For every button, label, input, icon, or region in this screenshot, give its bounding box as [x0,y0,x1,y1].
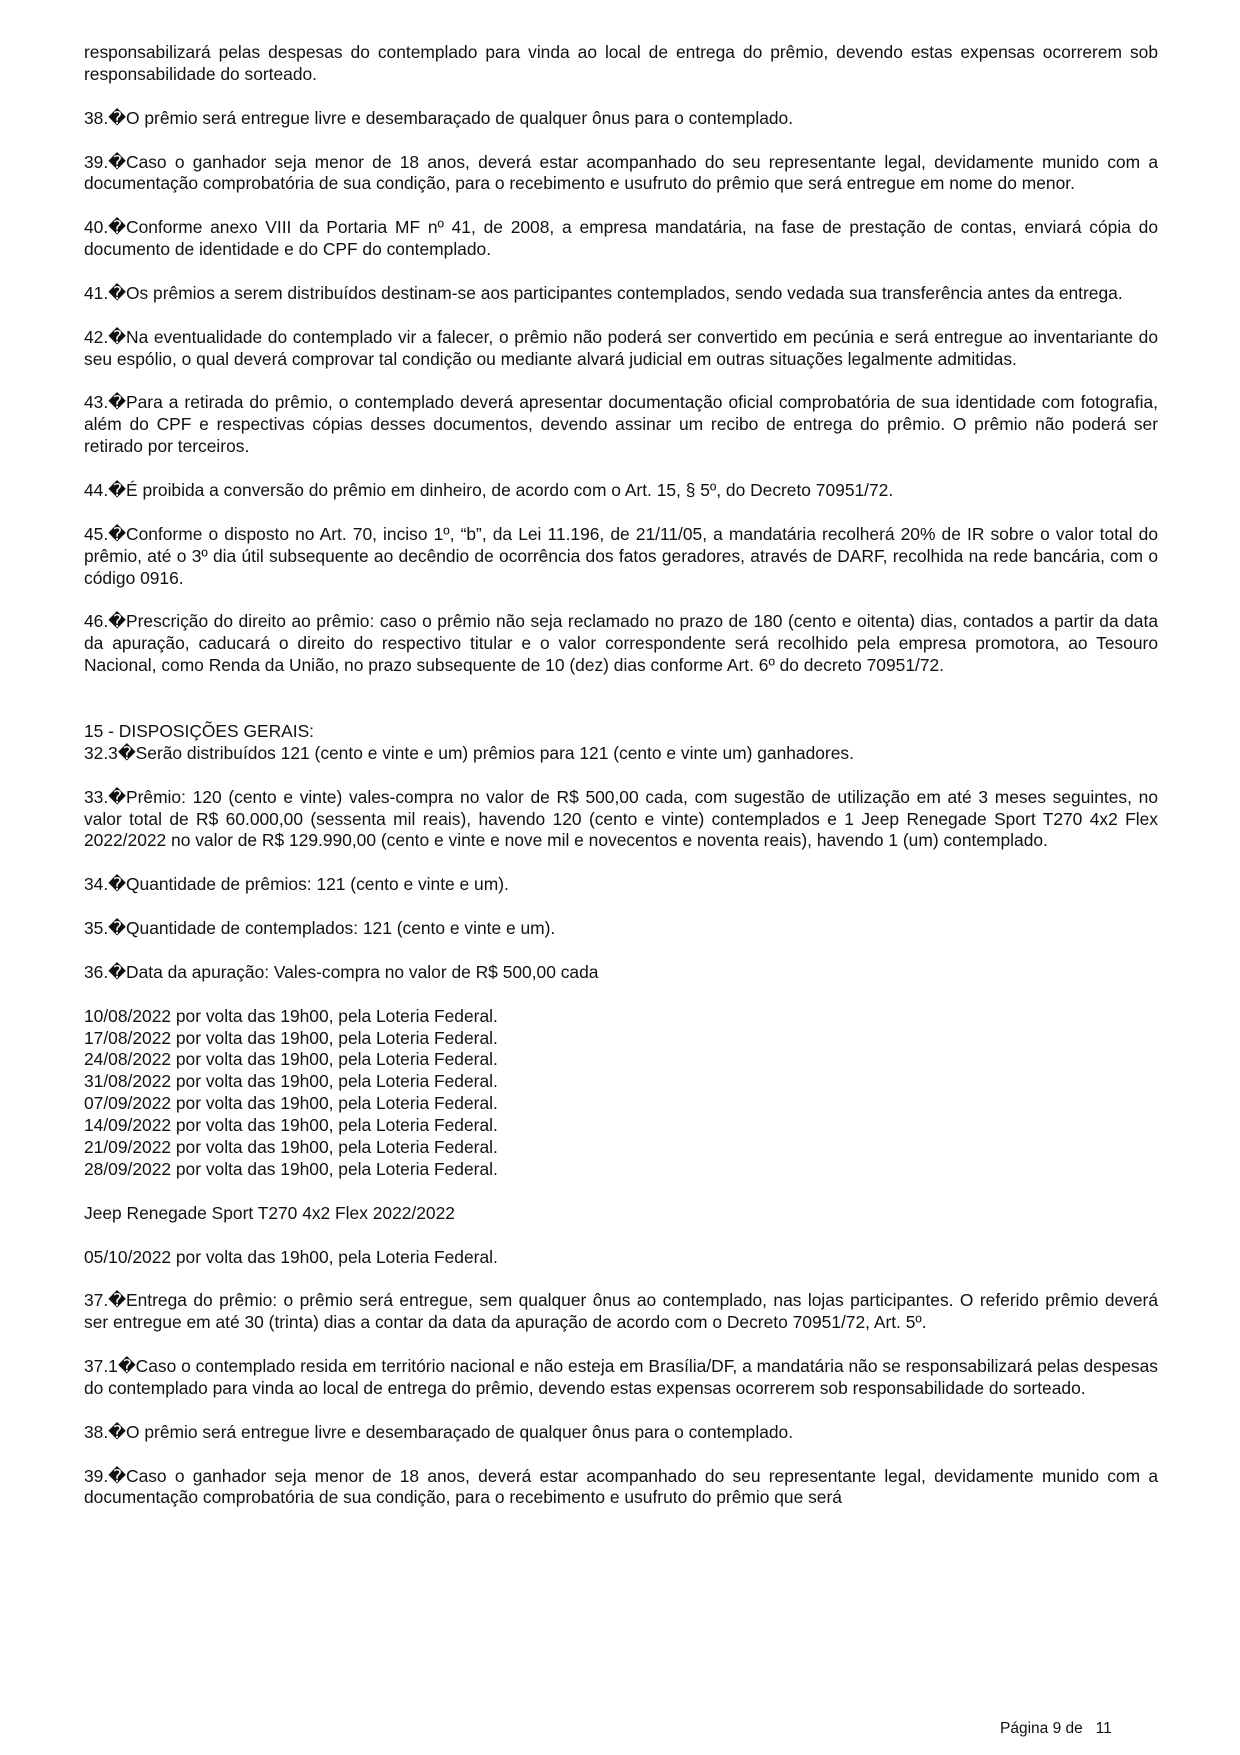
paragraph-34: 34.�Quantidade de prêmios: 121 (cento e vinte e um). [84,874,509,895]
paragraph-38: 38.�O prêmio será entregue livre e desembaraçado de qualquer ônus para o contemplado. [84,107,794,128]
paragraph-37: 37.�Entrega do prêmio: o prêmio será entregue, sem qualquer ônus ao contemplado, nas lojas participantes. O referido prêmio deverá ser entregue em até 30 (trinta) dias a contar da data da apuração de acordo com o Decreto 70951/72, Art. 5º. [84,1290,1158,1333]
paragraph-38-repeat: 38.�O prêmio será entregue livre e desembaraçado de qualquer ônus para o contemplado. [84,1421,794,1442]
paragraph-continuation: responsabilizará pelas despesas do contemplado para vinda ao local de entrega do prêmio, devendo estas expensas ocorrerem sob responsabilidade do sorteado. [84,42,1158,84]
paragraph-42: 42.�Na eventualidade do contemplado vir a falecer, o prêmio não poderá ser convertido em pecúnia e será entregue ao inventariante do seu espólio, o qual deverá comprovar tal condição ou mediante alvará judicial em outras situações legalmente admitidas. [84,326,1158,369]
paragraph-36: 36.�Data da apuração: Vales-compra no valor de R$ 500,00 cada [84,961,599,982]
spacer [84,699,1158,721]
draw-date-item: 07/09/2022 por volta das 19h00, pela Loteria Federal. [84,1093,498,1114]
jeep-draw-date: 05/10/2022 por volta das 19h00, pela Loteria Federal. [84,1246,498,1267]
paragraph-45: 45.�Conforme o disposto no Art. 70, inciso 1º, “b”, da Lei 11.196, de 21/11/05, a mandatária recolherá 20% de IR sobre o valor total do prêmio, até o 3º dia útil subsequente ao decêndio de ocorrência dos fatos geradores, através de DARF, recolhida na rede bancária, com o código 0916. [84,523,1158,588]
draw-date-item: 21/09/2022 por volta das 19h00, pela Loteria Federal. [84,1137,498,1158]
paragraph-39-repeat: 39.�Caso o ganhador seja menor de 18 anos, deverá estar acompanhado do seu representante legal, devidamente munido com a documentação comprobatória de sua condição, para o recebimento e usufruto do prêmio que será [84,1465,1158,1508]
draw-date-item: 17/08/2022 por volta das 19h00, pela Loteria Federal. [84,1027,498,1048]
paragraph-37-1: 37.1�Caso o contemplado resida em território nacional e não esteja em Brasília/DF, a mandatária não se responsabilizará pelas despesas do contemplado para vinda ao local de entrega do prêmio, devendo estas expensas ocorrerem sob responsabilidade do sorteado. [84,1356,1158,1398]
draw-date-item: 28/09/2022 por volta das 19h00, pela Loteria Federal. [84,1158,498,1179]
paragraph-41: 41.�Os prêmios a serem distribuídos destinam-se aos participantes contemplados, sendo vedada sua transferência antes da entrega. [84,282,1123,303]
draw-date-item: 14/09/2022 por volta das 19h00, pela Loteria Federal. [84,1115,498,1136]
draw-date-item: 24/08/2022 por volta das 19h00, pela Loteria Federal. [84,1049,498,1070]
paragraph-33: 33.�Prêmio: 120 (cento e vinte) vales-compra no valor de R$ 500,00 cada, com sugestão de utilização em até 3 meses seguintes, no valor total de R$ 60.000,00 (sessenta mil reais), havendo 120 (cento e vinte) contemplados e 1 Jeep Renegade Sport T270 4x2 Flex 2022/2022 no valor de R$ 129.990,00 (cento e vinte e nove mil e novecentos e noventa reais), havendo 1 (um) contemplado. [84,786,1158,851]
paragraph-32-3: 32.3�Serão distribuídos 121 (cento e vinte e um) prêmios para 121 (cento e vinte um) ganhadores. [84,742,854,763]
paragraph-44: 44.�É proibida a conversão do prêmio em dinheiro, de acordo com o Art. 15, § 5º, do Decreto 70951/72. [84,480,894,501]
section-heading: 15 - DISPOSIÇÕES GERAIS: [84,720,315,741]
paragraph-39: 39.�Caso o ganhador seja menor de 18 anos, deverá estar acompanhado do seu representante legal, devidamente munido com a documentação comprobatória de sua condição, para o recebimento e usufruto do prêmio que será entregue em nome do menor. [84,151,1158,194]
paragraph-40: 40.�Conforme anexo VIII da Portaria MF nº 41, de 2008, a empresa mandatária, na fase de prestação de contas, enviará cópia do documento de identidade e do CPF do contemplado. [84,217,1158,260]
paragraph-46: 46.�Prescrição do direito ao prêmio: caso o prêmio não seja reclamado no prazo de 180 (cento e oitenta) dias, contados a partir da data da apuração, caducará o direito do respectivo titular e o valor correspondente será recolhido pela empresa promotora, ao Tesouro Nacional, como Renda da União, no prazo subsequente de 10 (dez) dias conforme Art. 6º do decreto 70951/72. [84,611,1158,676]
draw-date-item: 31/08/2022 por volta das 19h00, pela Loteria Federal. [84,1071,498,1092]
paragraph-43: 43.�Para a retirada do prêmio, o contemplado deverá apresentar documentação oficial comprobatória de sua identidade com fotografia, além do CPF e respectivas cópias desses documentos, devendo assinar um recibo de entrega do prêmio. O prêmio não poderá ser retirado por terceiros. [84,392,1158,457]
draw-dates-list [84,1006,1158,1181]
jeep-heading: Jeep Renegade Sport T270 4x2 Flex 2022/2022 [84,1202,455,1223]
document-body [84,42,1158,1531]
draw-date-item: 10/08/2022 por volta das 19h00, pela Loteria Federal. [84,1005,498,1026]
paragraph-35: 35.�Quantidade de contemplados: 121 (cento e vinte e um). [84,918,556,939]
page-number: Página 9 de 11 [1000,1720,1112,1737]
